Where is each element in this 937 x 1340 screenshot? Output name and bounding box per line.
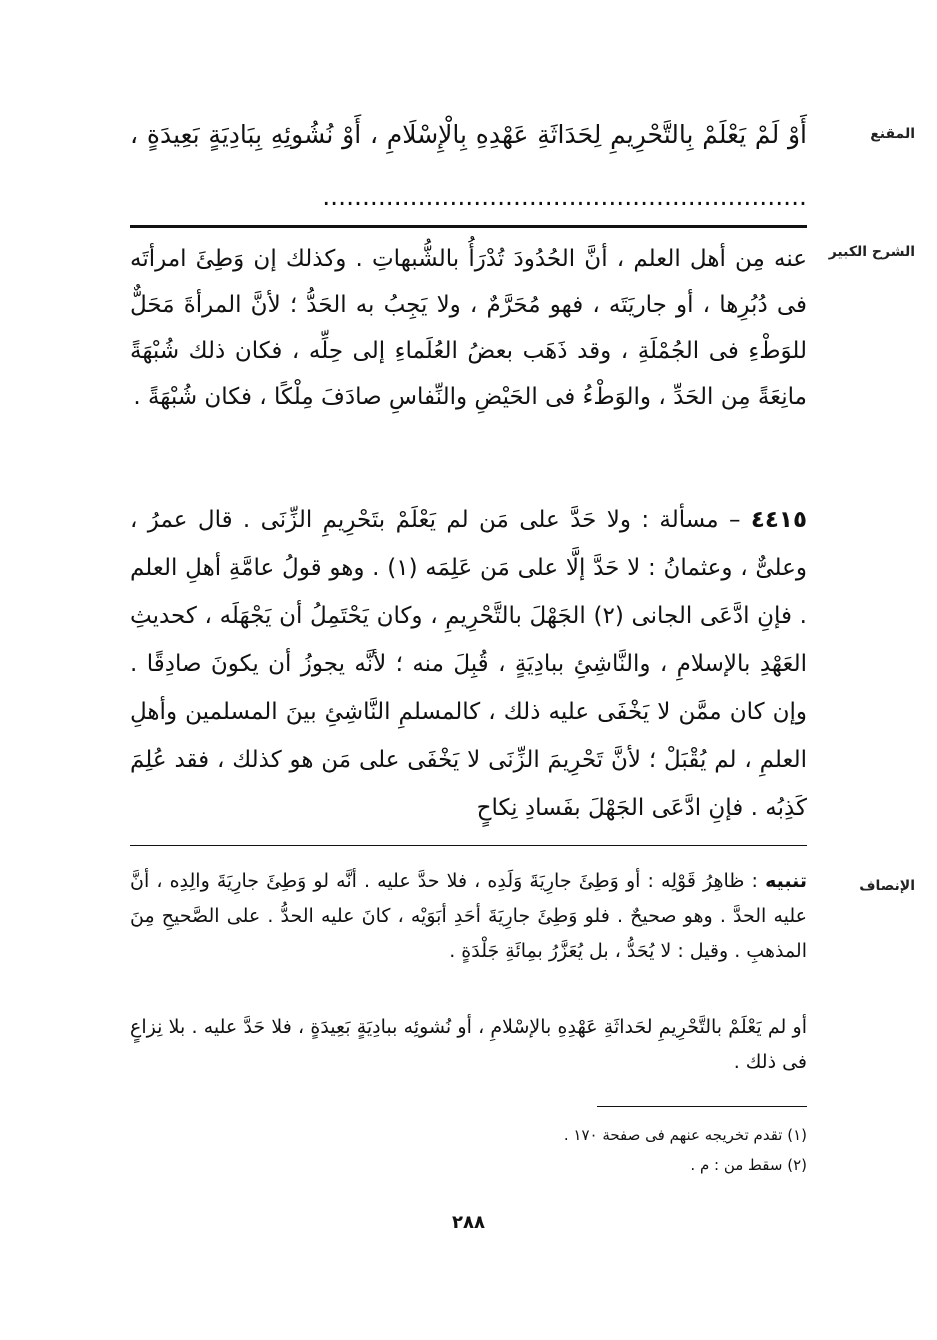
footnote-2: (٢) سقط من : م .: [690, 1156, 807, 1174]
muqni-label: المقنع: [870, 126, 915, 142]
sharh-label: الشرح الكبير: [828, 244, 915, 260]
footnote-1: (١) تقدم تخريجه عنهم فى صفحة ١٧٠ .: [563, 1126, 807, 1144]
masala-paragraph: – مسألة : ولا حَدَّ على مَن لم يَعْلَمْ بتَحْرِيمِ الزِّنَى . قال عمرُ ، وعلىٌّ ، وعثمانُ : لا حَدَّ إلَّا على مَن عَلِمَه (١) . وهو قولُ عامَّةِ أهلِ العلم . فإنِ ادَّعَى الجانى (٢) الجَهْلَ بالتَّحْرِيمِ ، وكان يَحْتَمِلُ أن يَجْهَلَه ، كحديثِ العَهْدِ بالإسلامِ ، والنَّاشِئِ ببادِيَةٍ ، قُبِلَ منه ؛ لأنَّه يجوزُ أن يكونَ صادِقًا . وإن كان ممَّن لا يَخْفَى عليه ذلك ، كالمسلمِ النَّاشِئِ بينَ المسلمين وأهلِ العلمِ ، لم يُقْبَلْ ؛ لأنَّ تَحْرِيمَ الزِّنَى لا يَخْفَى على مَن هو كذلك ، فقد عُلِمَ كَذِبُه . فإنِ ادَّعَى الجَهْلَ بفَسادِ نِكاحٍ: [130, 507, 807, 821]
insaf-lead: تنبيه: [765, 870, 808, 892]
sharh-text-block: [130, 236, 807, 420]
masala-text-block: [130, 496, 807, 832]
insaf-label: الإنصاف: [859, 878, 915, 894]
muqni-dots: .............................................................: [322, 182, 807, 211]
muqni-text: أَوْ لَمْ يَعْلَمْ بِالتَّحْرِيمِ لِحَدَاثَةِ عَهْدِهِ بِالْإِسْلَامِ ، أَوْ نُشُوئِهِ بِبَادِيَةٍ بَعِيدَةٍ ،: [130, 120, 807, 149]
insaf-paragraph: : ظاهِرُ قَوْلِه : أو وَطِئَ جارِيَةَ وَلَدِه ، فلا حدَّ عليه . أنَّه لو وَطِئَ جارِيَةَ والِدِه ، أنَّ عليه الحدَّ . وهو صحيحٌ . فلو وَطِئَ جارِيَةَ أحَدِ أبَوَيْه ، كانَ عليه الحدُّ . على الصَّحيحِ مِنَ المذهبِ . وقيل : لا يُحَدُّ ، بل يُعَزَّرُ بمِائَةِ جَلْدَةٍ .: [130, 870, 807, 962]
section-divider-thick: [130, 225, 807, 228]
footnotes-block: [130, 1120, 807, 1180]
sharh-paragraph: عنه مِن أهل العلم ، أنَّ الحُدُودَ تُدْرَأُ بالشُّبهاتِ . وكذلك إن وَطِئَ امرأتَه فى دُبُرِها ، أو جاريَتَه ، فهو مُحَرَّمٌ ، ولا يَجِبُ به الحَدُّ ؛ لأنَّ المرأةَ مَحَلٌّ للوَطْءِ فى الجُمْلَةِ ، وقد ذَهَب بعضُ العُلَماءِ إلى حِلِّه ، فكان ذلك شُبْهَةً مانِعَةً مِن الحَدِّ ، والوَطْءُ فى الحَيْضِ والنِّفاسِ صادَفَ مِلْكًا ، فكان شُبْهَةً .: [130, 246, 807, 410]
page-number: ٢٨٨: [452, 1212, 485, 1233]
masala-number: ٤٤١٥: [750, 507, 808, 533]
footnote-divider: [597, 1106, 807, 1107]
section-divider-thin: [130, 845, 807, 846]
insaf-paragraph-2: أو لم يَعْلَمْ بالتَّحْرِيمِ لحَداثَةِ عَهْدِهِ بالإسْلامِ ، أو نُشوئِه ببادِيَةٍ بَعِيدَةٍ ، فلا حَدَّ عليه . بلا نِزاعٍ فى ذلك .: [130, 1016, 807, 1073]
muqni-text-block: [130, 104, 807, 228]
insaf-text-block: [130, 864, 807, 969]
insaf-second-block: [130, 1010, 807, 1080]
